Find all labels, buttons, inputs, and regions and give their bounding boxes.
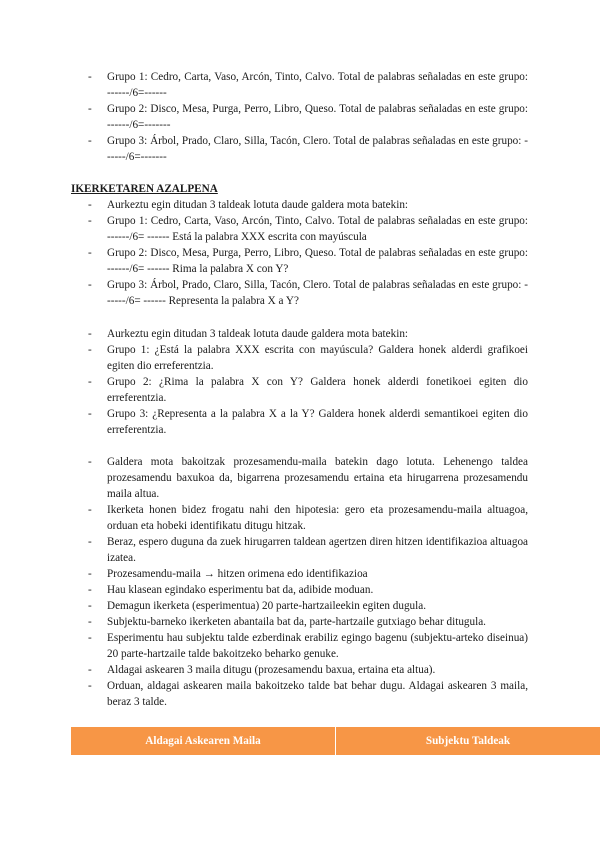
bullet-dash: - bbox=[88, 616, 92, 628]
table-header-row bbox=[71, 727, 600, 755]
bullet-dash: - bbox=[88, 279, 92, 291]
list-item-text: Grupo 2: ¿Rima la palabra X con Y? Galdera honek alderdi fonetikoei egiten dio erreferentzia. bbox=[107, 376, 528, 404]
list-item bbox=[88, 213, 528, 245]
list-item-text: Aldagai askearen 3 maila ditugu (prozesamendu baxua, ertaina eta altua). bbox=[107, 664, 436, 676]
list-item-text: Prozesamendu-maila → hitzen orimena edo identifikazioa bbox=[107, 568, 368, 580]
list-item bbox=[88, 502, 528, 534]
bullet-dash: - bbox=[88, 664, 92, 676]
list-item bbox=[88, 534, 528, 566]
research-explanation-list bbox=[88, 454, 528, 710]
list-item bbox=[88, 454, 528, 502]
section-heading: IKERKETAREN AZALPENA bbox=[71, 183, 218, 195]
bullet-dash: - bbox=[88, 215, 92, 227]
bullet-dash: - bbox=[88, 199, 92, 211]
list-item bbox=[88, 406, 528, 438]
list-item bbox=[88, 598, 528, 614]
list-item-text: Esperimentu hau subjektu talde ezberdinak erabiliz egingo bagenu (subjektu-arteko diseinua) 20 parte-hartzaile talde bakoitzeko beharko genuke. bbox=[107, 632, 528, 660]
list-item bbox=[88, 342, 528, 374]
list-item-text: Grupo 2: Disco, Mesa, Purga, Perro, Libro, Queso. Total de palabras señaladas en este grupo: ------/6= ------ Rima la palabra X con Y? bbox=[107, 247, 528, 275]
bullet-dash: - bbox=[88, 568, 92, 580]
list-item-text: Grupo 3: ¿Representa a la palabra X a la Y? Galdera honek alderdi semantikoei egiten dio erreferentzia. bbox=[107, 408, 528, 436]
list-item bbox=[88, 101, 528, 133]
table-header-cell: Aldagai Askearen Maila bbox=[71, 727, 336, 755]
bullet-dash: - bbox=[88, 103, 92, 115]
list-item bbox=[88, 582, 528, 598]
list-item-text: Grupo 3: Árbol, Prado, Claro, Silla, Tacón, Clero. Total de palabras señaladas en este grupo: ------/6= ------ Representa la palabra X a Y? bbox=[107, 279, 528, 307]
list-item-text: Orduan, aldagai askearen maila bakoitzeko talde bat behar dugu. Aldagai askearen 3 maila, beraz 3 talde. bbox=[107, 680, 528, 708]
group-list-initial bbox=[88, 69, 528, 165]
bullet-dash: - bbox=[88, 135, 92, 147]
list-item-text: Grupo 3: Árbol, Prado, Claro, Silla, Tacón, Clero. Total de palabras señaladas en este grupo: ------/6=------- bbox=[107, 135, 528, 163]
bullet-dash: - bbox=[88, 504, 92, 516]
group-list-explanations bbox=[88, 326, 528, 438]
list-item bbox=[88, 566, 528, 582]
bullet-dash: - bbox=[88, 584, 92, 596]
list-item bbox=[88, 69, 528, 101]
list-item-text: Subjektu-barneko ikerketen abantaila bat da, parte-hartzaile gutxiago behar ditugula. bbox=[107, 616, 486, 628]
list-item bbox=[88, 678, 528, 710]
list-item bbox=[88, 614, 528, 630]
list-item-text: Grupo 1: Cedro, Carta, Vaso, Arcón, Tinto, Calvo. Total de palabras señaladas en este grupo: ------/6=------ bbox=[107, 71, 528, 99]
list-item bbox=[88, 245, 528, 277]
bullet-dash: - bbox=[88, 328, 92, 340]
list-item bbox=[88, 133, 528, 165]
list-item-text: Ikerketa honen bidez frogatu nahi den hipotesia: gero eta prozesamendu-maila altuagoa, orduan eta hobeki identifikatu ditugu hitzak. bbox=[107, 504, 528, 532]
bullet-dash: - bbox=[88, 71, 92, 83]
list-item-text: Grupo 1: ¿Está la palabra XXX escrita con mayúscula? Galdera honek alderdi grafikoei egiten dio erreferentzia. bbox=[107, 344, 528, 372]
list-item-text: Hau klasean egindako esperimentu bat da, adibide moduan. bbox=[107, 584, 374, 596]
list-item-text: Grupo 1: Cedro, Carta, Vaso, Arcón, Tinto, Calvo. Total de palabras señaladas en este grupo: ------/6= ------ Está la palabra XXX escrita con mayúscula bbox=[107, 215, 528, 243]
bullet-dash: - bbox=[88, 456, 92, 468]
list-item bbox=[88, 630, 528, 662]
list-item-text: Demagun ikerketa (esperimentua) 20 parte-hartzaileekin egiten dugula. bbox=[107, 600, 427, 612]
bullet-dash: - bbox=[88, 376, 92, 388]
list-item bbox=[88, 662, 528, 678]
bullet-dash: - bbox=[88, 408, 92, 420]
list-item bbox=[88, 197, 528, 213]
list-item-text: Beraz, espero duguna da zuek hirugarren taldean agertzen diren hitzen identifikazioa altuagoa izatea. bbox=[107, 536, 528, 564]
group-list-with-questions bbox=[88, 197, 528, 309]
table-header-cell: Subjektu Taldeak bbox=[425, 735, 511, 747]
bullet-dash: - bbox=[88, 247, 92, 259]
list-item-text: Aurkeztu egin ditudan 3 taldeak lotuta daude galdera mota batekin: bbox=[107, 328, 409, 340]
bullet-dash: - bbox=[88, 680, 92, 692]
list-item bbox=[88, 326, 528, 342]
list-item-text: Grupo 2: Disco, Mesa, Purga, Perro, Libro, Queso. Total de palabras señaladas en este grupo: ------/6=------- bbox=[107, 103, 528, 131]
list-item bbox=[88, 277, 528, 309]
list-item bbox=[88, 374, 528, 406]
list-item-text: Aurkeztu egin ditudan 3 taldeak lotuta daude galdera mota batekin: bbox=[107, 199, 409, 211]
bullet-dash: - bbox=[88, 536, 92, 548]
bullet-dash: - bbox=[88, 600, 92, 612]
list-item-text: Galdera mota bakoitzak prozesamendu-maila batekin dago lotuta. Lehenengo taldea prozesamendu baxukoa da, bigarrena prozesamendu ertaina eta hirugarrena prozesamendu maila altua. bbox=[107, 456, 528, 500]
bullet-dash: - bbox=[88, 344, 92, 356]
bullet-dash: - bbox=[88, 632, 92, 644]
